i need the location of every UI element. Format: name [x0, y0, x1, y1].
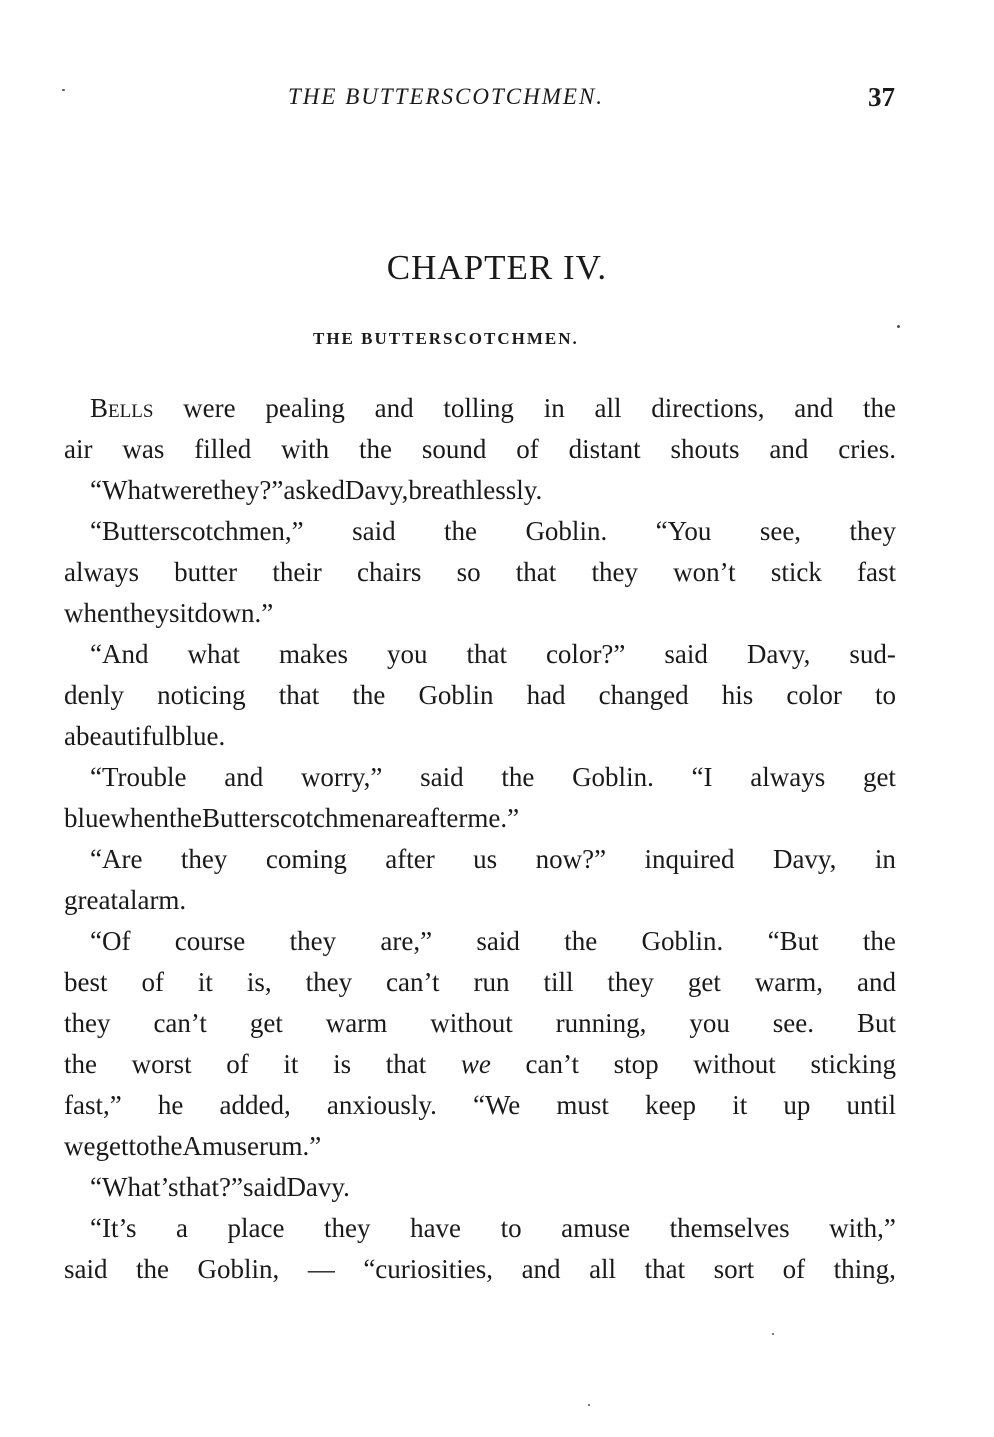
word: that — [515, 557, 557, 587]
text-line — [64, 1003, 896, 1044]
word: butter — [174, 557, 238, 587]
word: can’t — [153, 1008, 207, 1038]
word: had — [526, 680, 566, 710]
word: the — [862, 393, 896, 423]
word: said — [476, 926, 520, 956]
word: a — [176, 1213, 189, 1243]
word: best — [64, 967, 108, 997]
word: chairs — [356, 557, 422, 587]
word: sticking — [810, 1049, 896, 1079]
word: always — [64, 557, 139, 587]
word: said — [242, 1172, 287, 1202]
word: of — [516, 434, 539, 464]
word: they — [849, 516, 896, 546]
word: said — [352, 516, 396, 546]
word: can’t — [525, 1049, 579, 1079]
word: running, — [555, 1008, 647, 1038]
word: Goblin. — [572, 762, 654, 792]
word: up — [783, 1090, 811, 1120]
page-number: 37 — [868, 82, 895, 112]
word: worry,” — [300, 762, 383, 792]
word: have — [410, 1213, 462, 1243]
word: the — [862, 926, 896, 956]
word: us — [473, 844, 498, 874]
word: breathlessly. — [408, 475, 543, 505]
word: and — [769, 434, 809, 464]
word: place — [227, 1213, 285, 1243]
word: of — [226, 1049, 249, 1079]
text-line — [64, 593, 896, 634]
word: fast,” — [64, 1090, 122, 1120]
text-line — [64, 1126, 896, 1167]
word: won’t — [673, 557, 736, 587]
word: shouts — [670, 434, 740, 464]
word: said — [664, 639, 708, 669]
word: makes — [278, 639, 348, 669]
word: “You — [655, 516, 712, 546]
running-head: THE BUTTERSCOTCHMEN. — [288, 84, 605, 109]
text-line — [64, 1044, 896, 1085]
word: worst — [131, 1049, 192, 1079]
word: their — [272, 557, 322, 587]
word: “It’s — [90, 1213, 137, 1243]
word: Goblin. — [525, 516, 608, 546]
text-line — [64, 429, 896, 470]
word: air — [64, 434, 93, 464]
word: were — [183, 393, 236, 423]
word: we — [460, 1049, 491, 1079]
ink-speck — [897, 325, 900, 328]
word: Bells — [90, 393, 154, 423]
word: was — [122, 434, 165, 464]
word: Davy, — [772, 844, 837, 874]
word: and — [857, 967, 896, 997]
word: the — [64, 1049, 97, 1079]
text-line — [64, 470, 896, 511]
word: they — [289, 926, 337, 956]
word: they — [324, 1213, 371, 1243]
word: keep — [645, 1090, 697, 1120]
word: they — [64, 1008, 111, 1038]
word: pealing — [265, 393, 345, 423]
word: get — [95, 1131, 129, 1161]
word: “What’s — [90, 1172, 179, 1202]
word: get — [687, 967, 721, 997]
word: they — [180, 844, 228, 874]
word: alarm. — [117, 885, 187, 915]
word: of — [782, 1254, 806, 1284]
word: “But — [767, 926, 819, 956]
word: now?” — [535, 844, 607, 874]
word: “And — [90, 639, 149, 669]
word: Goblin. — [641, 926, 724, 956]
word: to — [128, 1131, 150, 1161]
word: they — [607, 967, 654, 997]
text-line — [64, 798, 896, 839]
word: coming — [265, 844, 347, 874]
word: course — [174, 926, 246, 956]
text-line — [64, 634, 896, 675]
word: when — [110, 803, 169, 833]
word: so — [456, 557, 481, 587]
word: can’t — [386, 967, 440, 997]
word: anxiously. — [326, 1090, 437, 1120]
word: directions, — [651, 393, 765, 423]
word: the — [358, 434, 392, 464]
word: filled — [194, 434, 252, 464]
word: a — [64, 721, 76, 751]
word: said — [64, 1254, 108, 1284]
word: stick — [770, 557, 822, 587]
word: what — [187, 639, 240, 669]
word: when — [64, 598, 123, 628]
word: get — [862, 762, 896, 792]
word: till — [543, 967, 574, 997]
word: blue — [64, 803, 111, 833]
word: thing, — [833, 1254, 896, 1284]
word: fast — [857, 557, 896, 587]
text-line — [64, 962, 896, 1003]
word: asked — [283, 475, 345, 505]
word: without — [693, 1049, 776, 1079]
word: it — [732, 1090, 748, 1120]
word: sud- — [849, 639, 896, 669]
word: his — [721, 680, 754, 710]
word: after — [417, 803, 468, 833]
chapter-title: CHAPTER IV. — [386, 248, 608, 287]
word: with — [281, 434, 330, 464]
word: blue. — [171, 721, 226, 751]
text-line — [64, 921, 896, 962]
word: “What — [90, 475, 161, 505]
chapter-subtitle: THE BUTTERSCOTCHMEN. — [313, 329, 579, 348]
word: that — [466, 639, 507, 669]
body-text — [64, 388, 896, 1290]
word: noticing — [157, 680, 246, 710]
word: after — [385, 844, 435, 874]
word: tolling — [443, 393, 514, 423]
word: Davy, — [344, 475, 409, 505]
word: without — [430, 1008, 513, 1038]
word: down.” — [194, 598, 274, 628]
word: added, — [219, 1090, 291, 1120]
word: run — [473, 967, 510, 997]
word: “curiosities, — [363, 1254, 494, 1284]
text-line — [64, 1085, 896, 1126]
word: color?” — [545, 639, 626, 669]
word: color — [786, 680, 842, 710]
word: Goblin — [418, 680, 494, 710]
word: Davy, — [746, 639, 811, 669]
word: all — [589, 1254, 617, 1284]
word: we — [64, 1131, 96, 1161]
word: beautiful — [75, 721, 172, 751]
word: and — [224, 762, 264, 792]
word: distant — [568, 434, 641, 464]
word: sort — [713, 1254, 755, 1284]
word: — — [307, 1254, 335, 1284]
text-line — [64, 1208, 896, 1249]
text-line — [64, 511, 896, 552]
word: is, — [246, 967, 272, 997]
word: he — [157, 1090, 184, 1120]
text-line — [64, 675, 896, 716]
word: in — [874, 844, 896, 874]
word: changed — [598, 680, 689, 710]
word: the — [168, 803, 202, 833]
word: get — [249, 1008, 283, 1038]
word: the — [564, 926, 598, 956]
word: Amuserum.” — [182, 1131, 322, 1161]
word: that — [385, 1049, 427, 1079]
word: you — [386, 639, 428, 669]
word: “Trouble — [90, 762, 187, 792]
word: great — [64, 885, 118, 915]
word: that — [644, 1254, 686, 1284]
word: Butterscotchmen — [201, 803, 385, 833]
word: But — [856, 1008, 896, 1038]
text-line — [64, 388, 896, 429]
text-line — [64, 757, 896, 798]
word: “Butterscotchmen,” — [90, 516, 304, 546]
ink-speck — [772, 1333, 774, 1335]
word: “Are — [90, 844, 143, 874]
word: to — [500, 1213, 522, 1243]
word: see. — [772, 1008, 815, 1038]
word: said — [420, 762, 464, 792]
text-line — [64, 880, 896, 921]
word: see, — [759, 516, 802, 546]
word: all — [594, 393, 622, 423]
word: “Of — [90, 926, 131, 956]
word: of — [141, 967, 164, 997]
text-line — [64, 716, 896, 757]
ink-speck — [588, 1404, 590, 1406]
word: were — [160, 475, 213, 505]
word: they — [591, 557, 638, 587]
word: you — [689, 1008, 730, 1038]
word: the — [352, 680, 386, 710]
word: the — [444, 516, 478, 546]
word: “I — [691, 762, 713, 792]
word: Davy. — [286, 1172, 350, 1202]
text-line — [64, 552, 896, 593]
word: warm — [325, 1008, 388, 1038]
word: themselves — [669, 1213, 790, 1243]
word: they — [122, 598, 169, 628]
text-line — [64, 1249, 896, 1290]
word: sound — [421, 434, 487, 464]
word: Goblin, — [197, 1254, 280, 1284]
word: sit — [168, 598, 195, 628]
ink-speck — [62, 89, 65, 91]
word: are — [384, 803, 418, 833]
word: “We — [472, 1090, 521, 1120]
word: denly — [64, 680, 124, 710]
word: always — [750, 762, 826, 792]
word: and — [794, 393, 834, 423]
word: cries. — [838, 434, 896, 464]
word: to — [874, 680, 896, 710]
word: it — [197, 967, 213, 997]
word: are,” — [380, 926, 433, 956]
word: with,” — [829, 1213, 896, 1243]
word: stop — [613, 1049, 659, 1079]
word: they — [305, 967, 353, 997]
word: it — [283, 1049, 299, 1079]
word: until — [846, 1090, 896, 1120]
word: the — [136, 1254, 170, 1284]
word: is — [333, 1049, 352, 1079]
word: they?” — [212, 475, 284, 505]
word: me.” — [467, 803, 520, 833]
text-line — [64, 1167, 896, 1208]
word: in — [543, 393, 565, 423]
word: amuse — [561, 1213, 631, 1243]
word: must — [556, 1090, 609, 1120]
text-line — [64, 839, 896, 880]
word: and — [521, 1254, 561, 1284]
word: inquired — [644, 844, 735, 874]
word: and — [374, 393, 414, 423]
word: the — [149, 1131, 183, 1161]
word: the — [501, 762, 535, 792]
word: warm, — [754, 967, 824, 997]
word: that — [278, 680, 320, 710]
word: that?” — [178, 1172, 243, 1202]
